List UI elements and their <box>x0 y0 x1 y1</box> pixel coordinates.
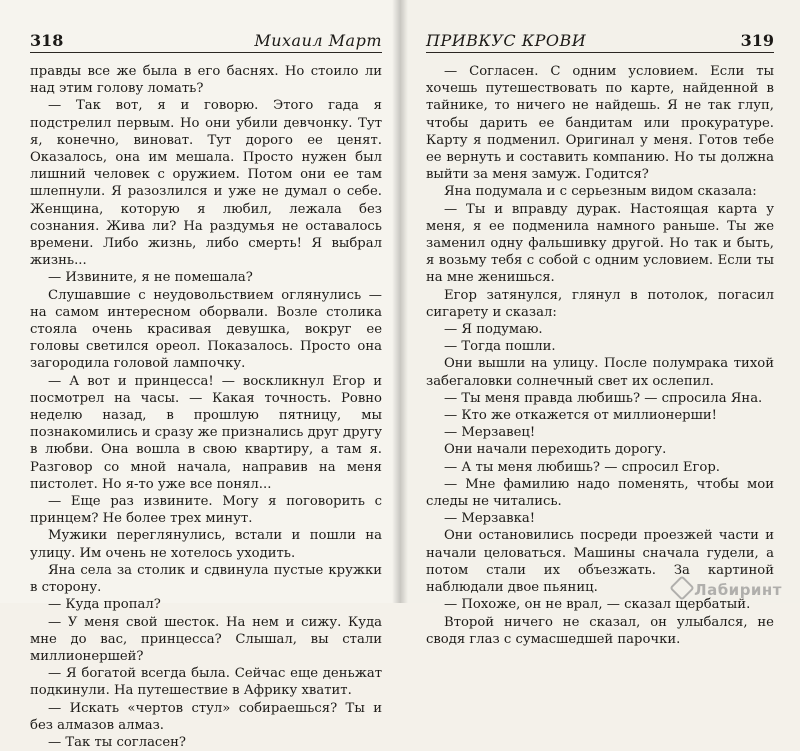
page-number: 318 <box>30 31 64 50</box>
paragraph: — А вот и принцесса! — воскликнул Егор и посмотрел на часы. — Какая точность. Ровно неделю назад, в прошлую пятницу, мы познакомились и сразу же признались друг другу в любви. Она вошла в свою квартиру, а там я. Разговор со мной начала, направив на меня пистолет. Но я-то уже все понял... <box>30 373 382 492</box>
paragraph: — Искать «чертов стул» собираешься? Ты и без алмазов алмаз. <box>30 700 382 733</box>
paragraph: — Похоже, он не врал, — сказал щербатый. <box>444 597 751 613</box>
paragraph: — Я богатой всегда была. Сейчас еще деньжат подкинули. На путешествие в Африку хватит. <box>30 666 382 699</box>
paragraph: — Ты и вправду дурак. Настоящая карта у меня, я ее подменила намного раньше. Ты же заменил одну фальшивку другой. Но так и быть, я возьму тебя с собой с одним условием. Если ты на мне женишься. <box>426 201 774 286</box>
labirint-watermark <box>673 579 782 599</box>
paragraph: Они начали переходить дорогу. <box>444 442 667 458</box>
paragraph: — А ты меня любишь? — спросил Егор. <box>444 459 720 475</box>
paragraph: — Тогда пошли. <box>444 339 556 355</box>
paragraph: — Извините, я не помешала? <box>48 270 253 286</box>
left-page <box>0 0 400 750</box>
paragraph: — Так ты согласен? <box>48 734 186 750</box>
paragraph: Слушавшие с неудовольствием оглянулись — на самом интересном оборвали. Возле столика стояла очень красивая девушка, вокруг ее головы светился ореол. Показалось. Просто она загородила головой лампочку. <box>30 287 382 372</box>
paragraph: — Кто же откажется от миллионерши! <box>444 408 717 424</box>
left-page-text <box>30 63 382 751</box>
watermark-text: Лабиринт <box>694 581 782 599</box>
running-head-author: Михаил Март <box>254 31 382 50</box>
paragraph: — У меня свой шесток. На нем и сижу. Куда мне до вас, принцесса? Слышал, вы стали миллионершей? <box>30 614 382 664</box>
paragraph: — Мерзавец! <box>444 425 536 441</box>
paragraph: Мужики переглянулись, встали и пошли на улицу. Им очень не хотелось уходить. <box>30 528 382 561</box>
running-head-title: ПРИВКУС КРОВИ <box>426 31 587 50</box>
paragraph: Яна подумала и с серьезным видом сказала: <box>444 184 757 200</box>
paragraph: Они вышли на улицу. После полумрака тихой забегаловки солнечный свет их ослепил. <box>426 356 774 389</box>
right-page-text <box>426 63 774 648</box>
paragraph: — Ты меня правда любишь? — спросила Яна. <box>444 390 763 406</box>
paragraph: — Я подумаю. <box>444 322 543 338</box>
paragraph: — Мерзавка! <box>444 511 536 527</box>
right-page-header <box>426 28 774 53</box>
paragraph: Второй ничего не сказал, он улыбался, не сводя глаз с сумасшедшей парочки. <box>426 614 774 647</box>
paragraph: Егор затянулся, глянул в потолок, погасил сигарету и сказал: <box>426 287 774 320</box>
paragraph: — Мне фамилию надо поменять, чтобы мои следы не читались. <box>426 476 774 510</box>
paragraph: Яна села за столик и сдвинула пустые кружки в сторону. <box>30 562 382 596</box>
right-page <box>400 0 800 647</box>
paragraph: — Согласен. С одним условием. Если ты хочешь путешествовать по карте, найденной в тайнике, то ничего не найдешь. Я не так глуп, чтобы дарить ее бандитам или прокуратуре. Карту я подменил. Оригинал у меня. Готов тебе ее вернуть и составить компанию. Но ты должна выйти за меня замуж. Годится? <box>426 64 774 183</box>
paragraph: — Так вот, я и говорю. Этого гада я подстрелил первым. Но они убили девчонку. Тут я, конечно, виноват. Тут дорого ее ценят. Оказалось, она им мешала. Просто нужен был лишний человек с оружием. Потом они ее там шлепнули. Я разозлился и уже не думал о себе. Женщина, которую я любил, лежала без сознания. Жива ли? На раздумья не оставалось времени. Либо жизнь, либо смерть! Я выбрал жизнь... <box>30 98 382 269</box>
left-page-header <box>30 28 382 53</box>
paragraph: — Еще раз извините. Могу я поговорить с принцем? Не более трех минут. <box>30 494 382 527</box>
page-number: 319 <box>740 31 774 50</box>
paragraph: Они остановились посреди проезжей части и начали целоваться. Машины сначала гудели, а потом стали их объезжать. За картиной наблюдали двое пьяниц. <box>426 528 774 596</box>
labirint-logo-icon <box>669 575 694 600</box>
paragraph: — Куда пропал? <box>48 597 161 613</box>
paragraph: правды все же была в его баснях. Но стоило ли над этим голову ломать? <box>30 64 382 97</box>
